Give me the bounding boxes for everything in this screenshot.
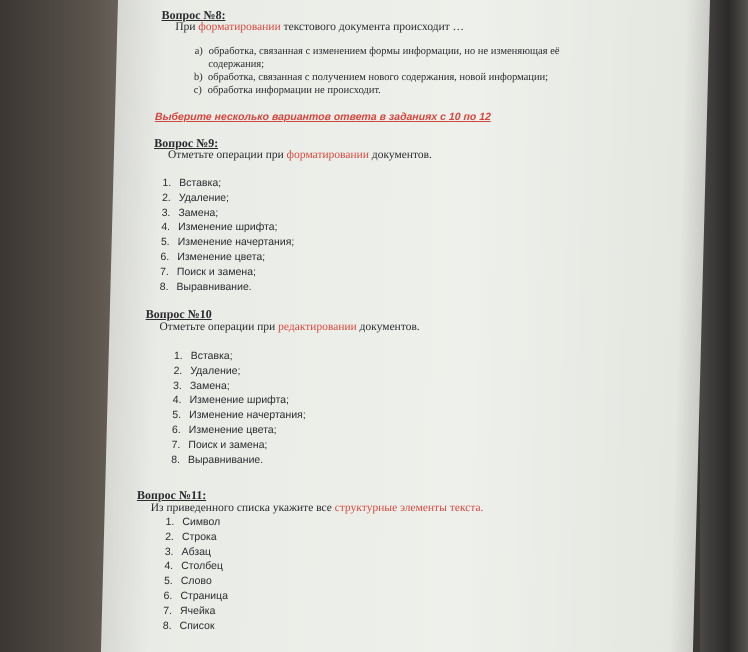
question-10-list [162, 349, 308, 467]
list-item: 1. Символ [165, 516, 221, 528]
list-item: 3. Абзац [164, 545, 212, 558]
list-item: 4. Изменение шрифта; [172, 394, 290, 407]
question-11-highlight: структурные элементы текста. [334, 502, 484, 514]
list-item: 5. Изменение начертания; [160, 236, 295, 249]
list-item: 6. Страница [163, 589, 229, 602]
question-8-option-c: c) обработка информации не происходит. [193, 85, 382, 96]
question-11-text: Из приведенного списка укажите все структурные элементы текста. [150, 502, 484, 514]
list-item: 5. Слово [163, 575, 212, 588]
question-8-option-b: b) обработка, связанная с получением нового содержания, новой информации; [193, 72, 549, 83]
list-item: 1. Вставка; [173, 350, 233, 362]
list-item: 4. Столбец [164, 560, 224, 573]
question-10-highlight: редактировании [277, 321, 357, 333]
list-item: 7. Ячейка [163, 604, 216, 617]
list-item: 1. Вставка; [162, 177, 222, 189]
list-item: 8. Выравнивание. [159, 280, 252, 293]
paper-sheet [101, 0, 710, 652]
list-item: 5. Изменение начертания; [172, 409, 306, 422]
list-item: 4. Изменение шрифта; [161, 221, 278, 234]
question-9-text: Отметьте операции при форматировании документов. [167, 149, 433, 161]
list-item: 8. Выравнивание. [171, 453, 264, 466]
question-8-text: При форматировании текстового документа происходит … [175, 21, 465, 33]
question-9-highlight: форматировании [286, 149, 370, 161]
instruction-note: Выберите несколько вариантов ответа в заданиях с 10 по 12 [154, 111, 492, 123]
question-8-highlight: форматировании [198, 21, 281, 33]
list-item: 2. Удаление; [161, 191, 230, 204]
question-8-title: Вопрос №8: [161, 8, 226, 22]
list-item: 6. Изменение цвета; [160, 250, 266, 263]
list-item: 7. Поиск и замена; [159, 265, 257, 278]
list-item: 2. Удаление; [173, 364, 241, 377]
list-item: 8. Список [162, 619, 215, 632]
list-item: 3. Замена; [161, 206, 219, 219]
document-content [101, 0, 710, 652]
question-10-title: Вопрос №10 [145, 307, 212, 321]
list-item: 2. Строка [165, 530, 217, 543]
list-item: 3. Замена; [172, 379, 230, 392]
list-item: 6. Изменение цвета; [171, 423, 277, 436]
question-11-list [153, 515, 230, 633]
list-item: 7. Поиск и замена; [171, 438, 268, 451]
question-9-list [150, 176, 296, 294]
question-10-text: Отметьте операции при редактировании документов. [159, 321, 420, 333]
question-9-title: Вопрос №9: [154, 136, 219, 150]
question-11-title: Вопрос №11: [136, 488, 207, 502]
question-8-option-a-cont: содержания; [208, 59, 265, 70]
question-8-option-a: a) обработка, связанная с изменением формы информации, но не изменяющая её [194, 46, 560, 57]
